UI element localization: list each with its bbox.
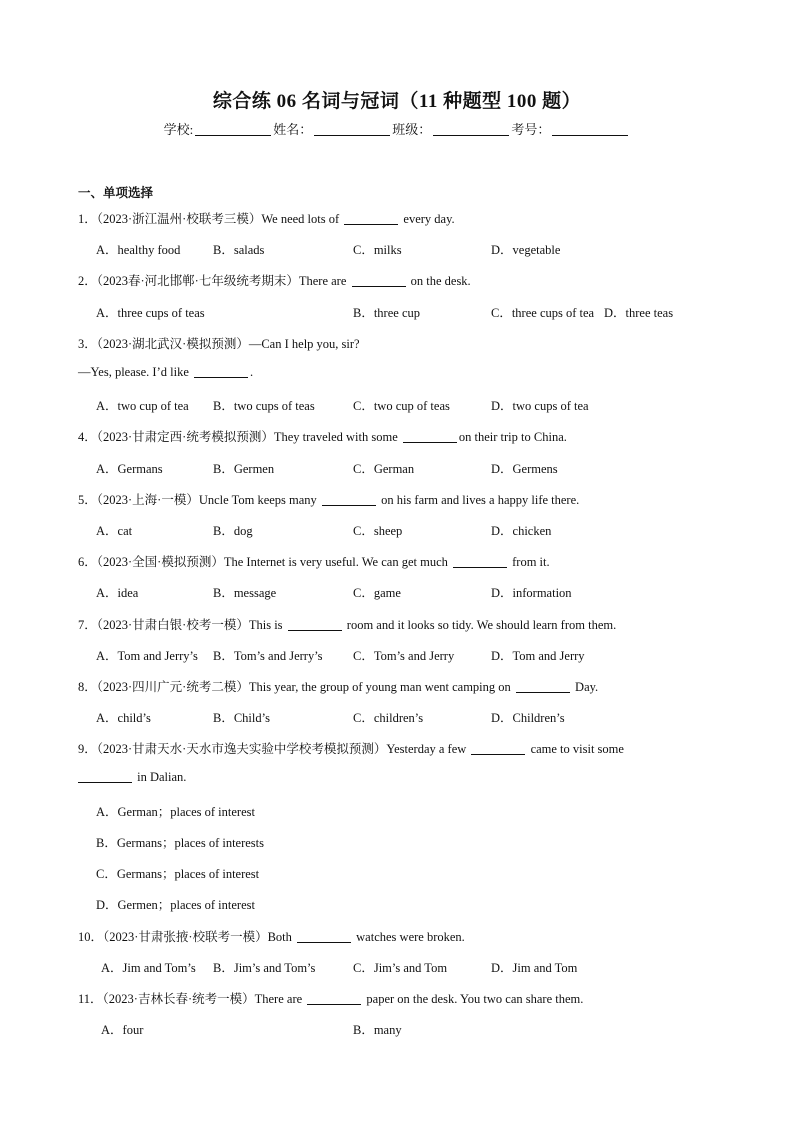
question-number: 7． (78, 618, 97, 632)
option-c[interactable]: C．children’s (353, 711, 424, 725)
option-b[interactable]: B．dog (213, 524, 253, 538)
question-text: They traveled with some (273, 430, 401, 444)
question-source: （2023·湖北武汉·模拟预测） (96, 337, 249, 351)
option-b[interactable]: B．Jim’s and Tom’s (213, 961, 316, 975)
question-text: every day. (400, 212, 455, 226)
question-text: Day. (571, 680, 599, 694)
question-number: 9． (78, 742, 97, 756)
question-3-line2 (78, 365, 253, 380)
option-a[interactable]: A．two cup of tea (96, 399, 189, 413)
answer-blank[interactable] (297, 930, 351, 943)
option-b[interactable]: B．two cups of teas (213, 399, 315, 413)
name-label: 姓名： (273, 122, 313, 137)
option-b[interactable]: B．many (353, 1023, 402, 1037)
question-source: （2023春·河北邯郸·七年级统考期末） (96, 274, 299, 288)
question-source: （2023·上海·一模） (96, 493, 199, 507)
question-11 (78, 989, 583, 1007)
option-a[interactable]: A．child’s (96, 711, 151, 725)
question-number: 11． (78, 992, 103, 1006)
question-source: （2023·四川广元·统考二模） (96, 680, 249, 694)
question-text: watches were broken. (353, 930, 465, 944)
option-c[interactable]: C．milks (353, 243, 402, 257)
option-b[interactable]: B．three cup (353, 306, 420, 320)
question-text: room and it looks so tidy. We should learn from them. (343, 618, 617, 632)
option-c[interactable]: C．three cups of tea (491, 306, 595, 320)
question-text: in Dalian. (134, 770, 187, 784)
question-7 (78, 615, 616, 633)
question-8 (78, 677, 598, 695)
question-text: paper on the desk. You two can share them. (363, 992, 584, 1006)
question-number: 3． (78, 337, 97, 351)
answer-blank[interactable] (516, 680, 570, 693)
option-d[interactable]: D．two cups of tea (491, 399, 589, 413)
question-number: 10． (78, 930, 104, 944)
question-source: （2023·吉林长春·统考一模） (102, 992, 255, 1006)
answer-blank[interactable] (344, 212, 398, 225)
question-number: 5． (78, 493, 97, 507)
question-2 (78, 271, 471, 289)
option-c[interactable]: C．Germans；places of interest (96, 867, 260, 881)
question-source: （2023·浙江温州·校联考三模） (96, 212, 262, 226)
class-label: 班级： (392, 122, 432, 137)
option-d[interactable]: D．Germens (491, 462, 558, 476)
option-c[interactable]: C．game (353, 586, 401, 600)
option-a[interactable]: A．Germans (96, 462, 163, 476)
option-d[interactable]: D．Jim and Tom (491, 961, 578, 975)
exam-no-blank[interactable] (552, 122, 628, 136)
answer-blank[interactable] (403, 430, 457, 443)
answer-blank[interactable] (307, 992, 361, 1005)
question-text: . (250, 365, 254, 379)
question-number: 2． (78, 274, 97, 288)
question-text: There are (254, 992, 306, 1006)
option-b[interactable]: B．Tom’s and Jerry’s (213, 649, 323, 663)
question-text: This year, the group of young man went camping on (248, 680, 514, 694)
question-text: on their trip to China. (458, 430, 567, 444)
question-source: （2023·甘肃白银·校考一模） (96, 618, 249, 632)
exam-no-label: 考号： (511, 122, 551, 137)
option-d[interactable]: D．chicken (491, 524, 552, 538)
question-text: This is (248, 618, 286, 632)
option-d[interactable]: D．Tom and Jerry (491, 649, 585, 663)
name-blank[interactable] (314, 122, 390, 136)
question-9-line2 (78, 770, 186, 785)
question-number: 6． (78, 555, 97, 569)
question-4 (78, 427, 567, 445)
option-b[interactable]: B．message (213, 586, 277, 600)
option-d[interactable]: D．Germen；places of interest (96, 898, 255, 912)
option-c[interactable]: C．Tom’s and Jerry (353, 649, 455, 663)
answer-blank[interactable] (453, 555, 507, 568)
option-b[interactable]: B．Child’s (213, 711, 270, 725)
question-text: from it. (509, 555, 550, 569)
option-d[interactable]: D．three teas (604, 306, 674, 320)
question-6 (78, 552, 550, 570)
question-text: on the desk. (407, 274, 471, 288)
question-text: The Internet is very useful. We can get much (223, 555, 451, 569)
option-a[interactable]: A．idea (96, 586, 139, 600)
question-source: （2023·甘肃张掖·校联考一模） (103, 930, 268, 944)
question-text: Uncle Tom keeps many (198, 493, 320, 507)
question-text: —Can I help you, sir? (248, 337, 360, 351)
school-label: 学校: (163, 122, 194, 137)
question-5 (78, 490, 579, 508)
question-text: Both (267, 930, 296, 944)
question-text: We need lots of (261, 212, 343, 226)
option-a[interactable]: A．cat (96, 524, 133, 538)
class-blank[interactable] (433, 122, 509, 136)
question-text: Yesterday a few (386, 742, 470, 756)
option-b[interactable]: B．Germans；places of interests (96, 836, 265, 850)
student-info-line (0, 119, 794, 138)
question-10 (78, 927, 465, 945)
option-c[interactable]: C．Jim’s and Tom (353, 961, 448, 975)
question-source: （2023·全国·模拟预测） (96, 555, 224, 569)
option-a[interactable]: A．Tom and Jerry’s (96, 649, 198, 663)
option-a[interactable]: A．four (101, 1023, 144, 1037)
question-number: 8． (78, 680, 97, 694)
section-title: 一、单项选择 (78, 186, 154, 200)
option-d[interactable]: D．information (491, 586, 572, 600)
question-number: 4． (78, 430, 97, 444)
option-b[interactable]: B．salads (213, 243, 265, 257)
question-text: There are (298, 274, 350, 288)
option-b[interactable]: B．Germen (213, 462, 275, 476)
answer-blank[interactable] (194, 365, 248, 378)
question-text: —Yes, please. I’d like (78, 365, 192, 379)
option-c[interactable]: C．sheep (353, 524, 403, 538)
option-d[interactable]: D．Children’s (491, 711, 565, 725)
answer-blank[interactable] (352, 274, 406, 287)
answer-blank[interactable] (322, 493, 376, 506)
question-source: （2023·甘肃定西·统考模拟预测） (96, 430, 274, 444)
answer-blank[interactable] (78, 770, 132, 783)
question-source: （2023·甘肃天水·天水市逸夫实验中学校考模拟预测） (96, 742, 387, 756)
question-3 (78, 334, 360, 352)
answer-blank[interactable] (471, 742, 525, 755)
question-number: 1． (78, 212, 97, 226)
option-c[interactable]: C．German (353, 462, 415, 476)
option-a[interactable]: A．three cups of teas (96, 306, 205, 320)
question-1 (78, 209, 455, 227)
option-d[interactable]: D．vegetable (491, 243, 561, 257)
option-a[interactable]: A．Jim and Tom’s (101, 961, 196, 975)
option-a[interactable]: A．healthy food (96, 243, 181, 257)
page-title: 综合练 06 名词与冠词（11 种题型 100 题） (212, 91, 582, 112)
answer-blank[interactable] (288, 618, 342, 631)
question-text: on his farm and lives a happy life there. (377, 493, 580, 507)
school-blank[interactable] (195, 122, 271, 136)
option-c[interactable]: C．two cup of teas (353, 399, 450, 413)
option-a[interactable]: A．German；places of interest (96, 805, 255, 819)
question-9 (78, 739, 624, 757)
question-text: came to visit some (527, 742, 624, 756)
